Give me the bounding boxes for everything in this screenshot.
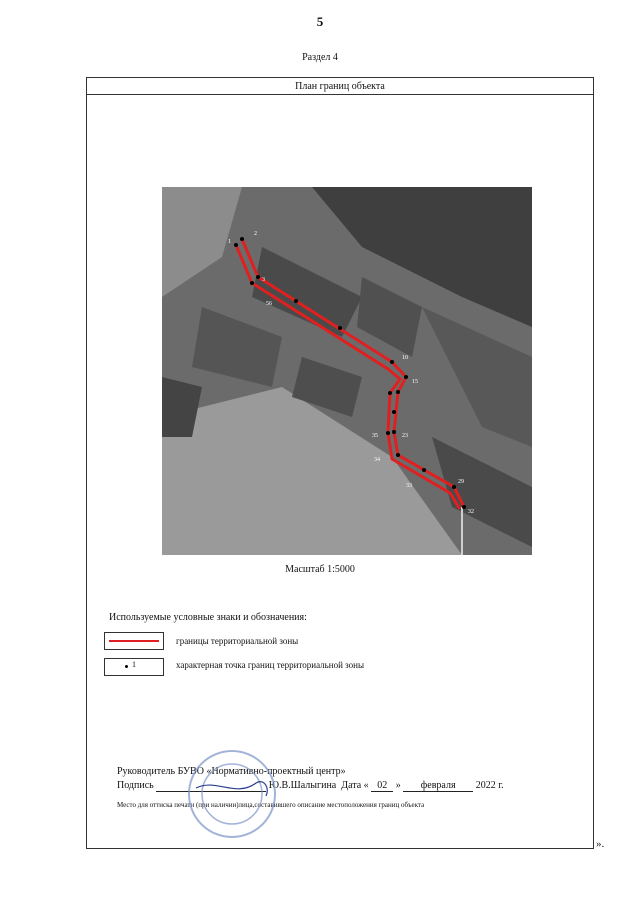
label-15: 15 bbox=[412, 379, 418, 385]
label-35: 35 bbox=[372, 433, 378, 439]
stamp-note: Место для оттиска печати (при наличии)лица,составившего описание местоположения границ объекта bbox=[117, 801, 425, 809]
label-33: 33 bbox=[406, 483, 412, 489]
label-23: 23 bbox=[402, 433, 408, 439]
label-56: 56 bbox=[266, 301, 272, 307]
date-month: февраля bbox=[403, 780, 473, 792]
point-3 bbox=[294, 299, 298, 303]
label-34: 34 bbox=[374, 457, 380, 463]
date-label: Дата « bbox=[341, 780, 369, 791]
legend-line-label: границы территориальной зоны bbox=[176, 636, 299, 646]
point-2 bbox=[256, 275, 260, 279]
plan-title: План границ объекта bbox=[87, 78, 593, 95]
label-10: 10 bbox=[402, 355, 408, 361]
legend-point-label: характерная точка границ территориальной зоны bbox=[176, 660, 365, 670]
point-12 bbox=[452, 485, 456, 489]
point-4 bbox=[338, 326, 342, 330]
point-16 bbox=[250, 281, 254, 285]
date-day: 02 bbox=[371, 780, 393, 792]
label-1: 1 bbox=[228, 239, 231, 245]
signature-row bbox=[117, 780, 504, 792]
point-6 bbox=[404, 375, 408, 379]
aerial-map bbox=[162, 187, 532, 555]
date-mid: » bbox=[395, 780, 401, 791]
closing-mark: ». bbox=[596, 838, 605, 850]
label-2: 2 bbox=[254, 231, 257, 237]
signer-name: Ю.В.Шалыгина bbox=[268, 780, 337, 791]
sign-label: Подпись bbox=[117, 780, 154, 791]
point-11 bbox=[422, 468, 426, 472]
handwritten-signature bbox=[196, 782, 267, 796]
point-1 bbox=[240, 237, 244, 241]
page-number: 5 bbox=[316, 14, 324, 29]
date-year: 2022 г. bbox=[475, 780, 504, 791]
section-label: Раздел 4 bbox=[302, 52, 338, 63]
point-15 bbox=[388, 391, 392, 395]
scale-label: Масштаб 1:5000 bbox=[285, 564, 355, 575]
point-10 bbox=[396, 453, 400, 457]
point-17 bbox=[234, 243, 238, 247]
point-9 bbox=[392, 430, 396, 434]
point-13 bbox=[462, 505, 466, 509]
point-5 bbox=[390, 360, 394, 364]
legend-point-swatch bbox=[104, 658, 164, 676]
point-14 bbox=[386, 431, 390, 435]
label-3: 3 bbox=[262, 277, 265, 283]
label-29: 29 bbox=[458, 479, 464, 485]
label-32: 32 bbox=[468, 509, 474, 515]
point-7 bbox=[396, 390, 400, 394]
map-image bbox=[162, 187, 532, 555]
point-8 bbox=[392, 410, 396, 414]
legend-title: Используемые условные знаки и обозначения: bbox=[109, 612, 307, 623]
seal-stamp bbox=[186, 748, 278, 840]
legend-line-swatch bbox=[104, 632, 164, 650]
director-line: Руководитель БУВО «Нормативно-проектный центр» bbox=[117, 766, 346, 777]
point-symbol-icon bbox=[125, 665, 128, 668]
point-symbol-label: 1 bbox=[132, 660, 136, 669]
